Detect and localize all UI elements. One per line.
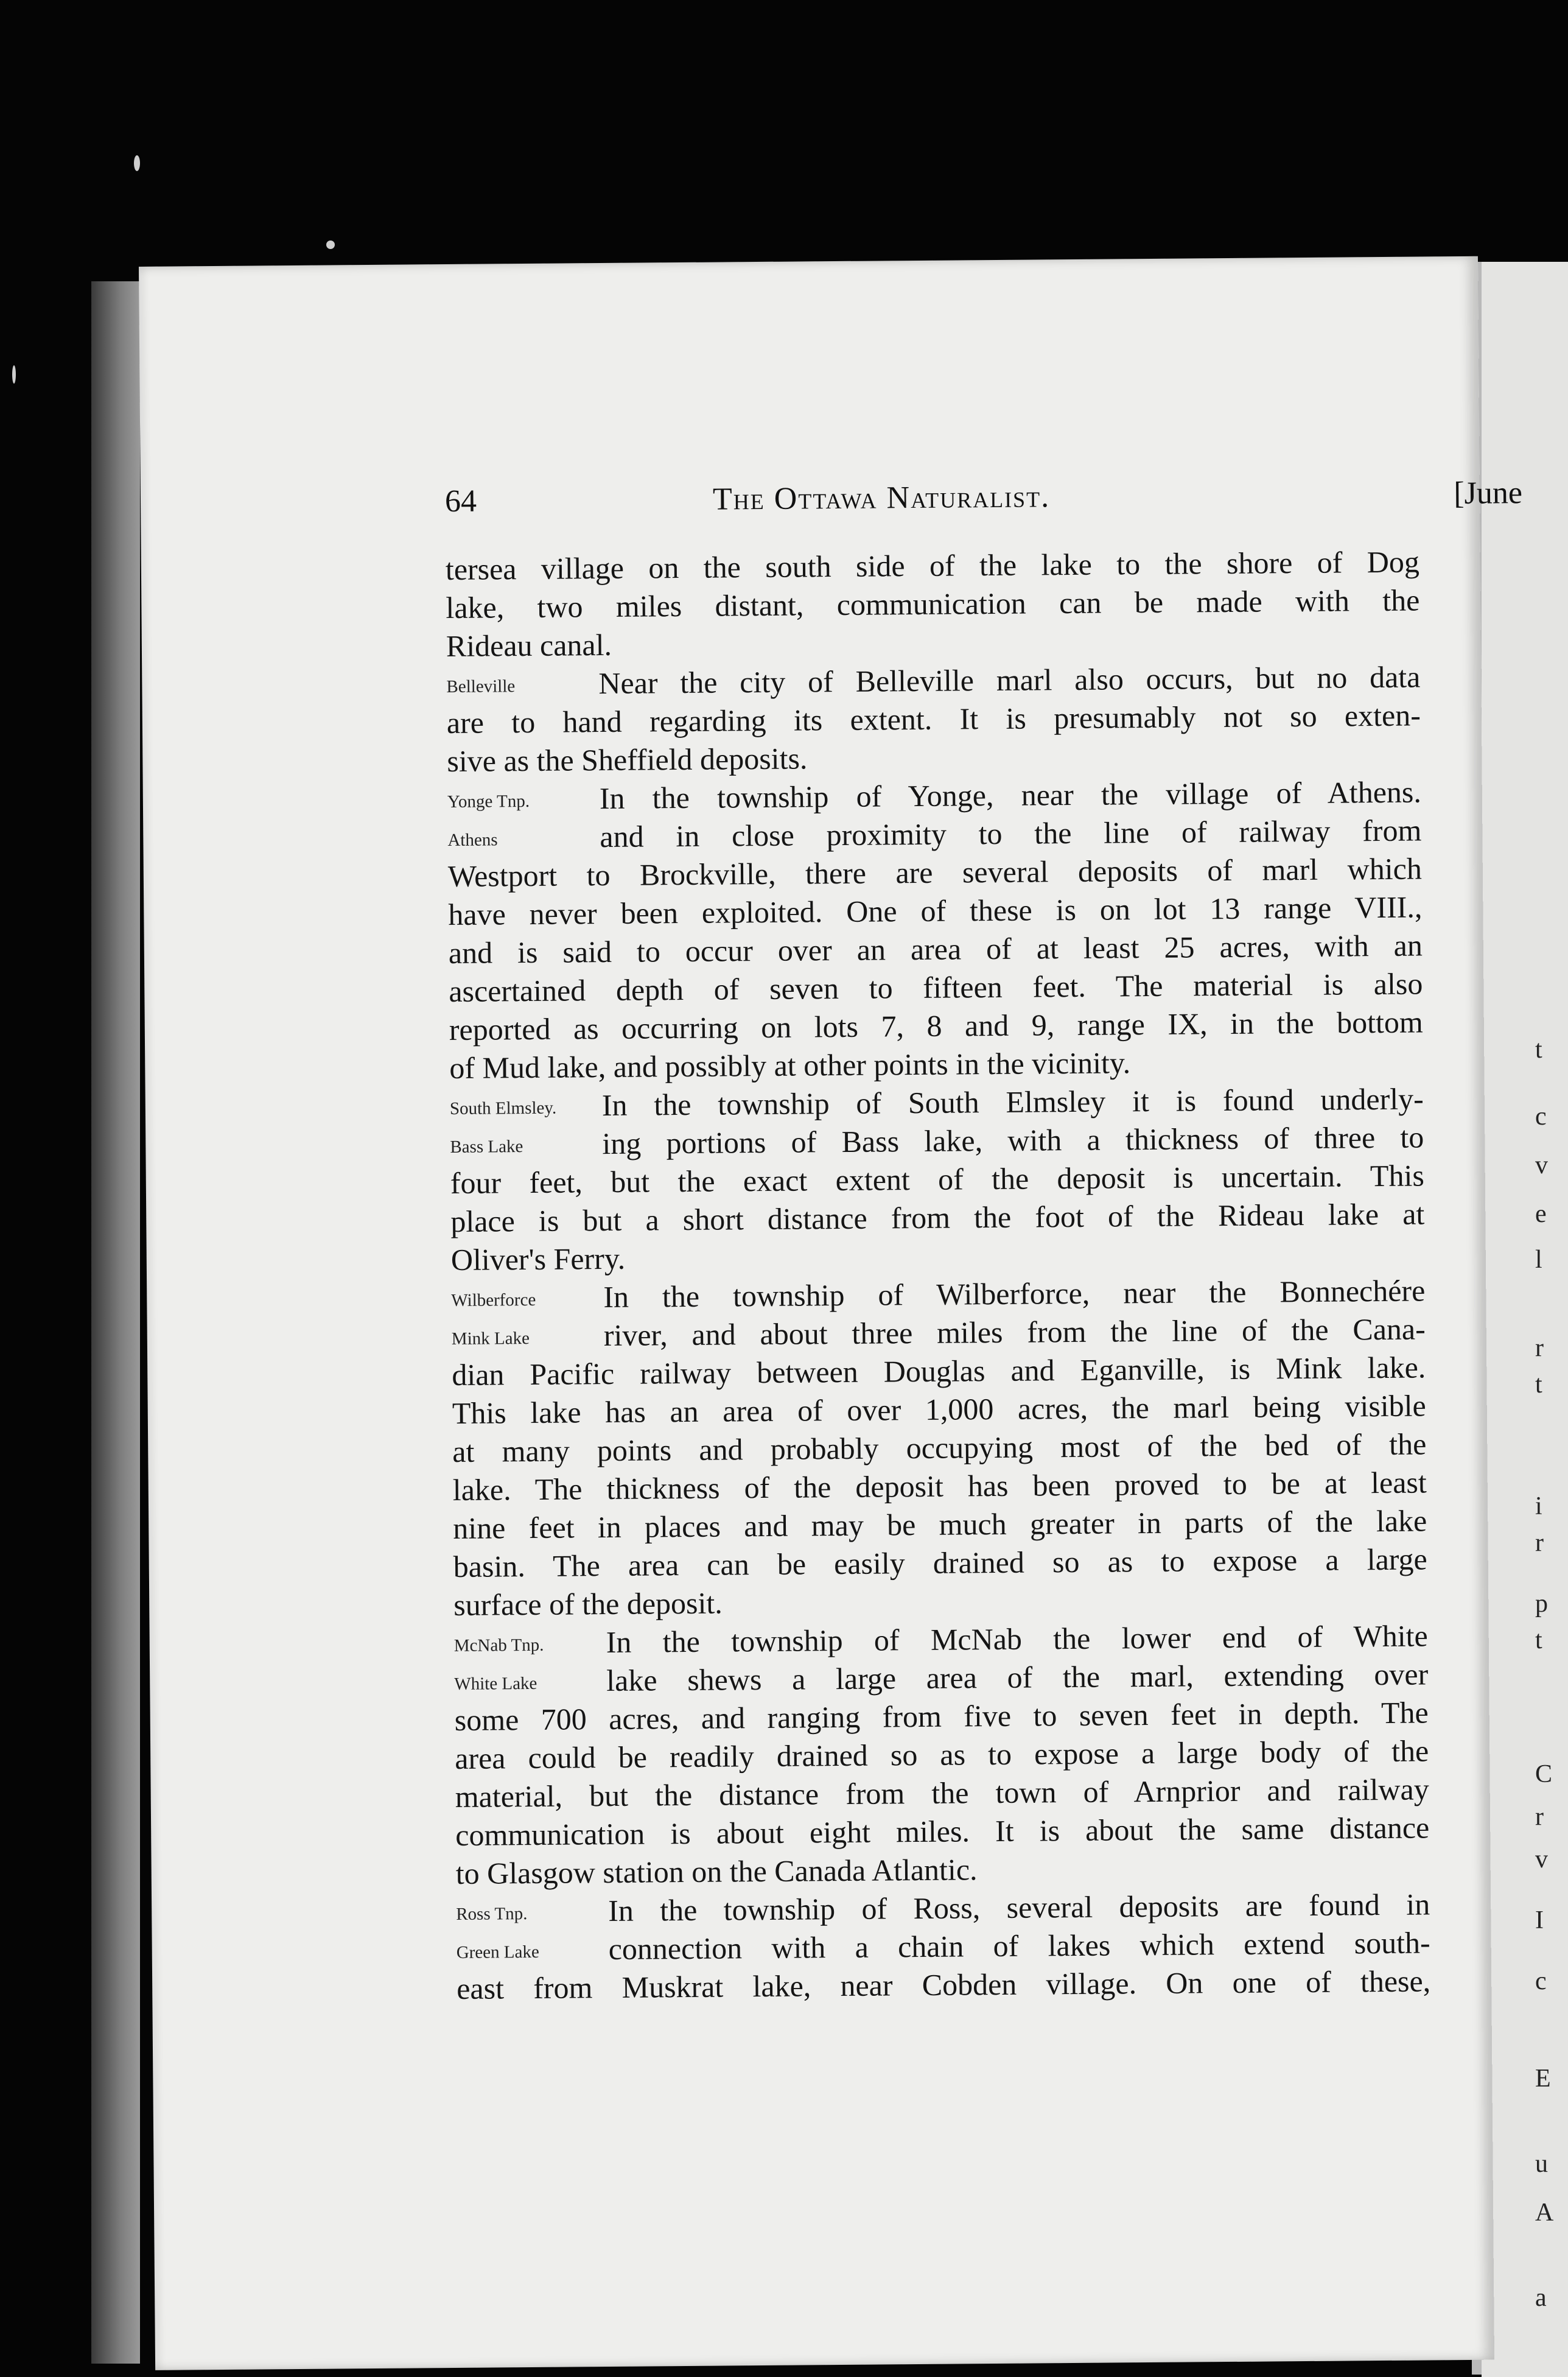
paragraph (446, 542, 1420, 665)
text-line: lake, two miles distant, communication can be made with the (446, 583, 1420, 625)
side-note: Belleville (446, 676, 516, 697)
text-line: place is but a short distance from the foot of the Rideau lake at (450, 1196, 1425, 1239)
text-line: In the township of Yonge, near the village of Athens. (599, 774, 1422, 816)
paragraph-south-elmsley (450, 1080, 1425, 1279)
journal-title: The Ottawa Naturalist. (712, 479, 1051, 517)
facing-page: t c v e l r t i r p t C r v I c E u A a (1482, 262, 1568, 2377)
text-line: surface of the deposit. (453, 1585, 723, 1623)
text-line: tersea village on the south side of the lake to the shore of Dog (445, 544, 1420, 587)
paragraph-belleville (446, 658, 1421, 781)
text-line: and in close proximity to the line of railway from (600, 813, 1422, 854)
speck (12, 365, 16, 384)
side-note: South Elmsley. (449, 1098, 557, 1119)
text-line: nine feet in places and may be much greater in parts of the lake (453, 1503, 1427, 1546)
side-note: Mink Lake (451, 1329, 530, 1349)
side-note: Ross Tnp. (456, 1904, 528, 1924)
text-line: In the township of South Elmsley it is found underly- (601, 1081, 1424, 1123)
book-page (139, 256, 1523, 2370)
side-note: Wilberforce (451, 1290, 536, 1311)
page-number: 64 (444, 483, 477, 519)
text-line: and is said to occur over an area of at least 25 acres, with an (448, 928, 1423, 971)
side-note: McNab Tnp. (453, 1635, 544, 1656)
side-note: Yonge Tnp. (447, 791, 530, 812)
side-note: White Lake (454, 1673, 537, 1694)
side-note: Athens (447, 830, 498, 851)
page-shadow (91, 281, 140, 2364)
text-line: communication is about eight miles. It is about the same distance (455, 1810, 1430, 1852)
text-line: lake shews a large area of the marl, extending over (606, 1657, 1429, 1698)
text-line: Westport to Brockville, there are several deposits of marl which (447, 851, 1423, 894)
speck (326, 241, 335, 249)
text-line: to Glasgow station on the Canada Atlantic. (455, 1852, 978, 1891)
text-line: of Mud lake, and possibly at other points in the vicinity. (449, 1045, 1131, 1086)
text-line: reported as occurring on lots 7, 8 and 9, range IX, in the bottom (449, 1005, 1424, 1047)
text-line: area could be readily drained so as to expose a large body of the (455, 1733, 1429, 1775)
text-line: Near the city of Belleville marl also occurs, but no data (598, 659, 1421, 701)
text-line: In the township of Wilberforce, near the Bonnechére (603, 1273, 1426, 1315)
text-line: four feet, but the exact extent of the deposit is uncertain. This (450, 1158, 1425, 1201)
page-body (446, 542, 1431, 2007)
text-line: Rideau canal. (446, 627, 612, 664)
speck (134, 155, 140, 171)
text-line: connection with a chain of lakes which extend south- (608, 1925, 1430, 1967)
text-line: at many points and probably occupying most of the bed of the (452, 1427, 1427, 1469)
text-line: are to hand regarding its extent. It is presumably not so exten- (446, 698, 1421, 740)
text-line: In the township of McNab the lower end of White (606, 1618, 1428, 1660)
text-line: basin. The area can be easily drained so as to expose a large (453, 1542, 1427, 1584)
text-line: material, but the distance from the town of Arnprior and railway (455, 1772, 1429, 1814)
running-header (445, 475, 1523, 532)
text-line: ing portions of Bass lake, with a thickness of three to (602, 1120, 1424, 1161)
text-line: some 700 acres, and ranging from five to seven feet in depth. The (454, 1695, 1429, 1737)
paragraph-mcnab (454, 1617, 1430, 1893)
side-note: Bass Lake (450, 1137, 523, 1157)
text-line: dian Pacific railway between Douglas and Eganville, is Mink lake. (452, 1350, 1426, 1392)
text-line: sive as the Sheffield deposits. (447, 741, 808, 779)
text-line: lake. The thickness of the deposit has been proved to be at least (452, 1465, 1427, 1508)
text-line: This lake has an area of over 1,000 acres, the marl being visible (452, 1388, 1426, 1431)
issue-month: [June (1454, 476, 1523, 511)
text-line: river, and about three miles from the line of the Cana- (603, 1311, 1426, 1353)
paragraph-wilberforce (451, 1271, 1427, 1624)
text-line: east from Muskrat lake, near Cobden village. On one of these, (457, 1964, 1431, 2006)
text-line: In the township of Ross, several deposits are found in (608, 1887, 1430, 1928)
text-line: have never been exploited. One of these is on lot 13 range VIII., (448, 890, 1423, 932)
side-note: Green Lake (456, 1942, 539, 1962)
paragraph-ross (456, 1885, 1430, 2008)
paragraph-yonge (447, 773, 1424, 1087)
text-line: ascertained depth of seven to fifteen feet. The material is also (449, 966, 1423, 1009)
text-line: Oliver's Ferry. (450, 1241, 626, 1277)
